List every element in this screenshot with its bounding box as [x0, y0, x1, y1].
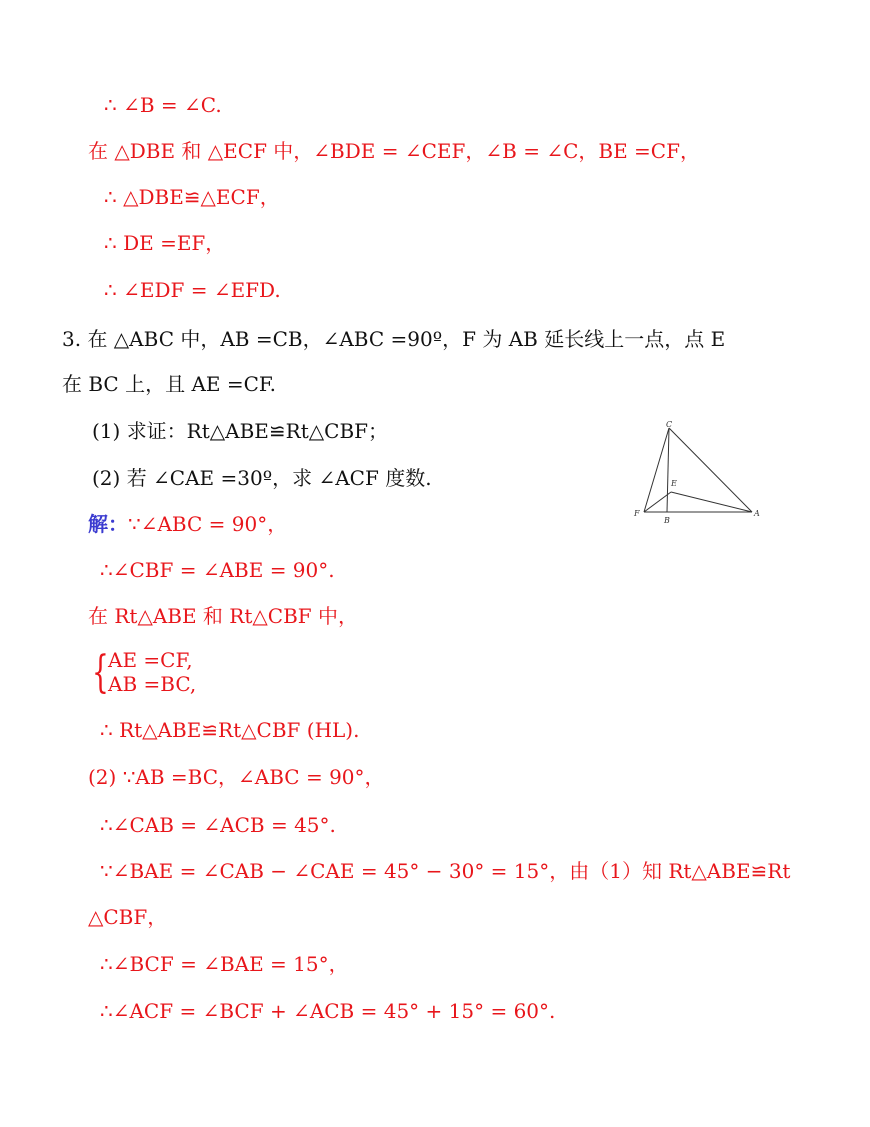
label-a: A [754, 509, 760, 518]
system-line: AB =BC, [108, 672, 197, 696]
proof-line: 在 △DBE 和 △ECF 中，∠BDE = ∠CEF，∠B = ∠C，BE =CF， [88, 139, 700, 163]
solution-line: ∴ Rt△ABE≌Rt△CBF (HL). [100, 718, 360, 742]
label-c: C [666, 420, 673, 429]
proof-line: ∴ ∠EDF = ∠EFD. [104, 278, 281, 302]
solution-line: 在 Rt△ABE 和 Rt△CBF 中， [88, 604, 358, 628]
label-b: B [664, 516, 670, 525]
label-e: E [671, 479, 677, 488]
solution-line: △CBF， [88, 905, 168, 929]
solution-line: (2) ∵AB =BC，∠ABC = 90°， [88, 765, 385, 789]
proof-line: ∴ DE =EF， [104, 231, 226, 255]
brace-symbol: { [92, 647, 109, 698]
solution-line: ∴∠CBF = ∠ABE = 90°. [100, 558, 335, 582]
solution-line: ∴∠ACF = ∠BCF + ∠ACB = 45° + 15° = 60°. [100, 999, 556, 1023]
solution-line: ∵∠BAE = ∠CAB − ∠CAE = 45° − 30° = 15°，由（1）知 Rt△ABE≌Rt [100, 859, 791, 883]
proof-line: ∴ △DBE≌△ECF， [104, 185, 280, 209]
solution-heading: 解： [88, 512, 128, 536]
system-line: AE =CF, [108, 648, 193, 672]
proof-line: ∴ ∠B = ∠C. [104, 93, 222, 117]
solution-row-1 [88, 511, 287, 537]
question-2: (2) 若 ∠CAE =30º，求 ∠ACF 度数. [92, 466, 432, 490]
question-1: (1) 求证：Rt△ABE≌Rt△CBF； [92, 419, 389, 443]
solution-line: ∴∠BCF = ∠BAE = 15°， [100, 952, 349, 976]
solution-line: ∴∠CAB = ∠ACB = 45°. [100, 813, 336, 837]
triangle-figure [628, 418, 768, 528]
problem-statement-line1: 3. 在 △ABC 中，AB =CB，∠ABC =90º，F 为 AB 延长线上一点，点 E [62, 327, 726, 351]
label-f: F [634, 509, 640, 518]
problem-statement-line2: 在 BC 上，且 AE =CF. [62, 372, 277, 396]
solution-line: ∵∠ABC = 90°， [128, 512, 288, 536]
